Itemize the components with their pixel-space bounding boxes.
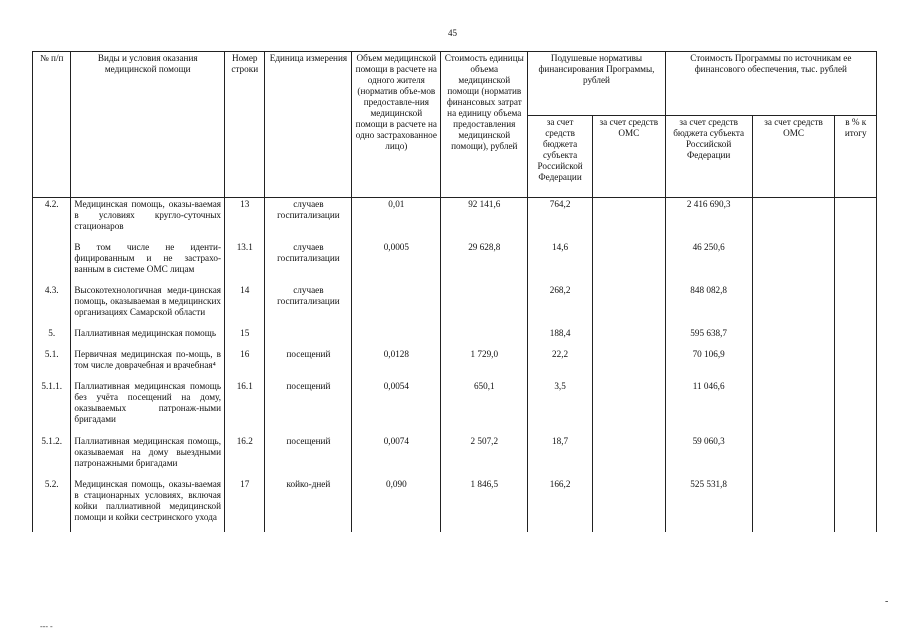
row-number: 15 <box>225 327 265 348</box>
row-cost: 650,1 <box>441 380 528 434</box>
row-number: 16.2 <box>225 435 265 478</box>
row-num: 4.3. <box>33 284 71 327</box>
row-prog-budget: 70 106,9 <box>665 348 752 380</box>
row-number: 16.1 <box>225 380 265 434</box>
row-unit: посещений <box>265 348 352 380</box>
row-unit: случаев госпитализации <box>265 284 352 327</box>
row-prog-pct <box>835 348 877 380</box>
header-per-capita: Подушевые нормативы финансирования Программы, рублей <box>528 52 665 116</box>
header-row-number: Номер строки <box>225 52 265 198</box>
scan-speck: --- - <box>40 622 53 631</box>
row-num: 5.2. <box>33 478 71 532</box>
row-pc-oms <box>592 435 665 478</box>
row-cost <box>441 284 528 327</box>
row-prog-oms <box>752 284 835 327</box>
row-name: Паллиативная медицинская помощь <box>71 327 225 348</box>
row-cost: 1 729,0 <box>441 348 528 380</box>
row-name: Первичная медицинская по-мощь, в том числе доврачебная и врачебная⁴ <box>71 348 225 380</box>
row-prog-oms <box>752 478 835 532</box>
row-cost <box>441 327 528 348</box>
table-row <box>33 241 877 284</box>
row-prog-pct <box>835 241 877 284</box>
row-number: 17 <box>225 478 265 532</box>
row-prog-budget: 595 638,7 <box>665 327 752 348</box>
row-prog-pct <box>835 284 877 327</box>
header-pc-budget: за счет средств бюджета субъекта Российской Федерации <box>528 116 593 198</box>
row-prog-oms <box>752 241 835 284</box>
row-pc-oms <box>592 348 665 380</box>
row-num: 5.1.2. <box>33 435 71 478</box>
header-kind: Виды и условия оказания медицинской помощи <box>71 52 225 198</box>
row-cost: 2 507,2 <box>441 435 528 478</box>
row-pc-oms <box>592 478 665 532</box>
table-row <box>33 380 877 434</box>
row-prog-budget: 11 046,6 <box>665 380 752 434</box>
header-volume: Объем медицинской помощи в расчете на одного жителя (норматив объе-мов предоставле-ния медицинской помощи в расчете на одно застрахованное лицо) <box>352 52 441 198</box>
row-pc-budget: 14,6 <box>528 241 593 284</box>
header-unit: Единица измерения <box>265 52 352 198</box>
row-prog-oms <box>752 327 835 348</box>
row-unit: случаев госпитализации <box>265 241 352 284</box>
row-prog-budget: 848 082,8 <box>665 284 752 327</box>
scan-speck: - <box>885 596 889 607</box>
row-num: 5.1. <box>33 348 71 380</box>
row-num <box>33 241 71 284</box>
table-row <box>33 284 877 327</box>
table-row <box>33 327 877 348</box>
header-prog-pct: в % к итогу <box>835 116 877 198</box>
row-cost: 92 141,6 <box>441 198 528 242</box>
row-prog-budget: 525 531,8 <box>665 478 752 532</box>
row-prog-oms <box>752 435 835 478</box>
row-prog-budget: 2 416 690,3 <box>665 198 752 242</box>
row-cost: 29 628,8 <box>441 241 528 284</box>
row-prog-oms <box>752 198 835 242</box>
row-name: Медицинская помощь, оказы-ваемая в стационарных условиях, включая койки паллиативной медицинской помощи и койки сестринского ухода <box>71 478 225 532</box>
row-pc-budget: 3,5 <box>528 380 593 434</box>
program-cost-table <box>32 51 877 532</box>
row-prog-budget: 59 060,3 <box>665 435 752 478</box>
row-number: 14 <box>225 284 265 327</box>
row-unit <box>265 327 352 348</box>
row-number: 13 <box>225 198 265 242</box>
row-name: Паллиативная медицинская помощь без учёта посещений на дому, оказываемых патронаж-ными бригадами <box>71 380 225 434</box>
row-number: 16 <box>225 348 265 380</box>
row-pc-budget: 22,2 <box>528 348 593 380</box>
row-prog-oms <box>752 380 835 434</box>
row-name: Паллиативная медицинская помощь, оказываемая на дому выездными патронажными бригадами <box>71 435 225 478</box>
row-pc-oms <box>592 241 665 284</box>
row-number: 13.1 <box>225 241 265 284</box>
row-pc-oms <box>592 380 665 434</box>
row-num: 4.2. <box>33 198 71 242</box>
row-pc-oms <box>592 198 665 242</box>
row-num: 5.1.1. <box>33 380 71 434</box>
header-pc-oms: за счет средств ОМС <box>592 116 665 198</box>
table-row <box>33 435 877 478</box>
row-pc-oms <box>592 284 665 327</box>
row-pc-budget: 166,2 <box>528 478 593 532</box>
header-prog-budget: за счет средств бюджета субъекта Российской Федерации <box>665 116 752 198</box>
row-volume <box>352 327 441 348</box>
row-volume: 0,0054 <box>352 380 441 434</box>
row-name: Высокотехнологичная меди-цинская помощь, оказываемая в медицинских организациях Самарской области <box>71 284 225 327</box>
row-prog-pct <box>835 380 877 434</box>
table-row <box>33 348 877 380</box>
row-unit: случаев госпитализации <box>265 198 352 242</box>
row-pc-budget: 268,2 <box>528 284 593 327</box>
row-unit: посещений <box>265 380 352 434</box>
row-prog-oms <box>752 348 835 380</box>
header-prog-oms: за счет средств ОМС <box>752 116 835 198</box>
table-row <box>33 478 877 532</box>
row-volume <box>352 284 441 327</box>
row-volume: 0,0074 <box>352 435 441 478</box>
row-volume: 0,0005 <box>352 241 441 284</box>
row-volume: 0,01 <box>352 198 441 242</box>
row-cost: 1 846,5 <box>441 478 528 532</box>
header-program-cost: Стоимость Программы по источникам ее финансового обеспечения, тыс. рублей <box>665 52 876 116</box>
row-prog-budget: 46 250,6 <box>665 241 752 284</box>
header-cost: Стоимость единицы объема медицинской помощи (норматив финансовых затрат на единицу объема предоставления медицинской помощи), рублей <box>441 52 528 198</box>
row-name: В том числе не иденти-фицированным и не застрахо-ванным в системе ОМС лицам <box>71 241 225 284</box>
page-number: 45 <box>448 28 457 38</box>
row-num: 5. <box>33 327 71 348</box>
row-prog-pct <box>835 327 877 348</box>
row-volume: 0,0128 <box>352 348 441 380</box>
row-unit: посещений <box>265 435 352 478</box>
row-prog-pct <box>835 478 877 532</box>
row-pc-budget: 764,2 <box>528 198 593 242</box>
header-num: № п/п <box>33 52 71 198</box>
row-name: Медицинская помощь, оказы-ваемая в условиях кругло-суточных стационаров <box>71 198 225 242</box>
row-volume: 0,090 <box>352 478 441 532</box>
row-pc-budget: 18,7 <box>528 435 593 478</box>
row-unit: койко-дней <box>265 478 352 532</box>
table-row <box>33 198 877 242</box>
row-pc-budget: 188,4 <box>528 327 593 348</box>
row-prog-pct <box>835 198 877 242</box>
row-prog-pct <box>835 435 877 478</box>
row-pc-oms <box>592 327 665 348</box>
